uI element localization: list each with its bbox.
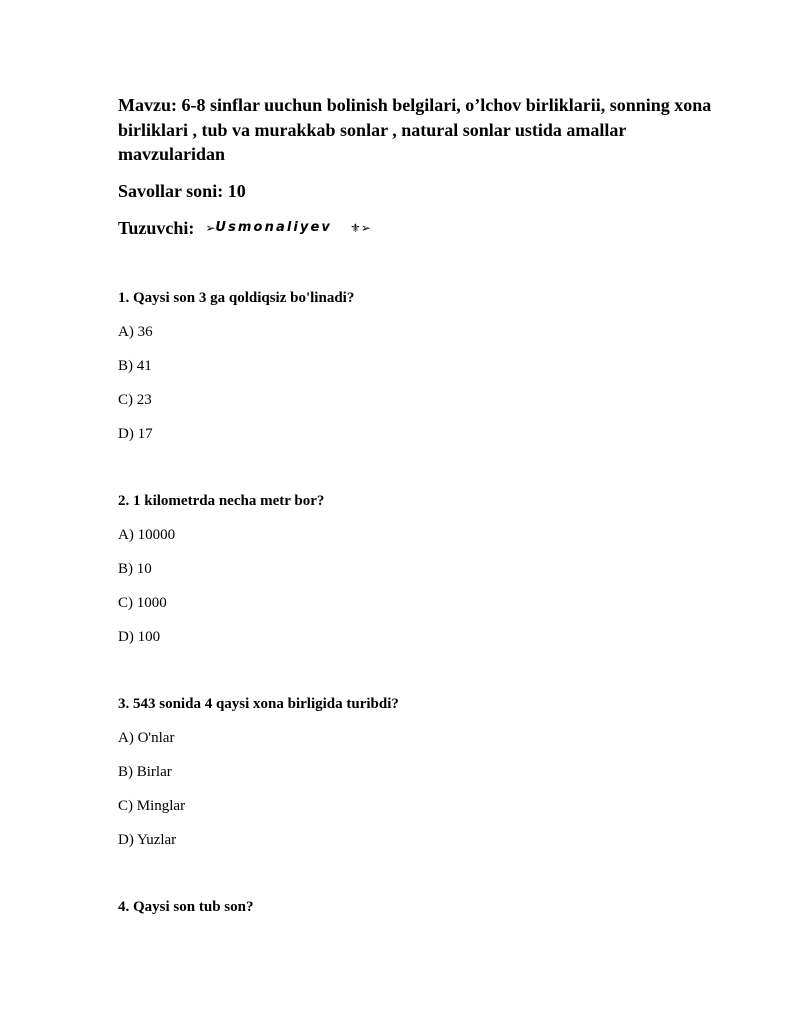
question-3: 3. 543 sonida 4 qaysi xona birligida turibdi? xyxy=(118,696,399,712)
document-title: Mavzu: 6-8 sinflar uuchun bolinish belgilari, o’lchov birliklarii, sonning xona birliklari , tub va murakkab sonlar , natural sonlar ustida amallar mavzularidan xyxy=(118,95,712,164)
question-1: 1. Qaysi son 3 ga qoldiqsiz bo'linadi? xyxy=(118,290,355,306)
q1-option-d: D) 17 xyxy=(118,426,153,442)
q1-option-c: C) 23 xyxy=(118,392,152,408)
q2-option-d: D) 100 xyxy=(118,629,161,645)
author-name: Usmonaliyev xyxy=(215,220,332,235)
q3-option-d: D) Yuzlar xyxy=(118,832,177,848)
question-count: Savollar soni: 10 xyxy=(118,181,246,201)
author-label: Tuzuvchi: xyxy=(118,218,195,238)
q3-option-a: A) O'nlar xyxy=(118,730,175,746)
q1-option-a: A) 36 xyxy=(118,324,153,340)
author-signature xyxy=(205,218,370,238)
q3-option-c: C) Minglar xyxy=(118,798,186,814)
question-4: 4. Qaysi son tub son? xyxy=(118,899,254,915)
q1-option-b: B) 41 xyxy=(118,358,152,374)
q3-option-b: B) Birlar xyxy=(118,764,172,780)
q2-option-c: C) 1000 xyxy=(118,595,167,611)
fleur-de-lis-icon: ⚜➢ xyxy=(350,221,371,235)
q2-option-a: A) 10000 xyxy=(118,527,176,543)
author-line xyxy=(118,216,371,240)
question-2: 2. 1 kilometrda necha metr bor? xyxy=(118,493,325,509)
q2-option-b: B) 10 xyxy=(118,561,152,577)
arrowhead-icon: ➢ xyxy=(205,221,216,235)
